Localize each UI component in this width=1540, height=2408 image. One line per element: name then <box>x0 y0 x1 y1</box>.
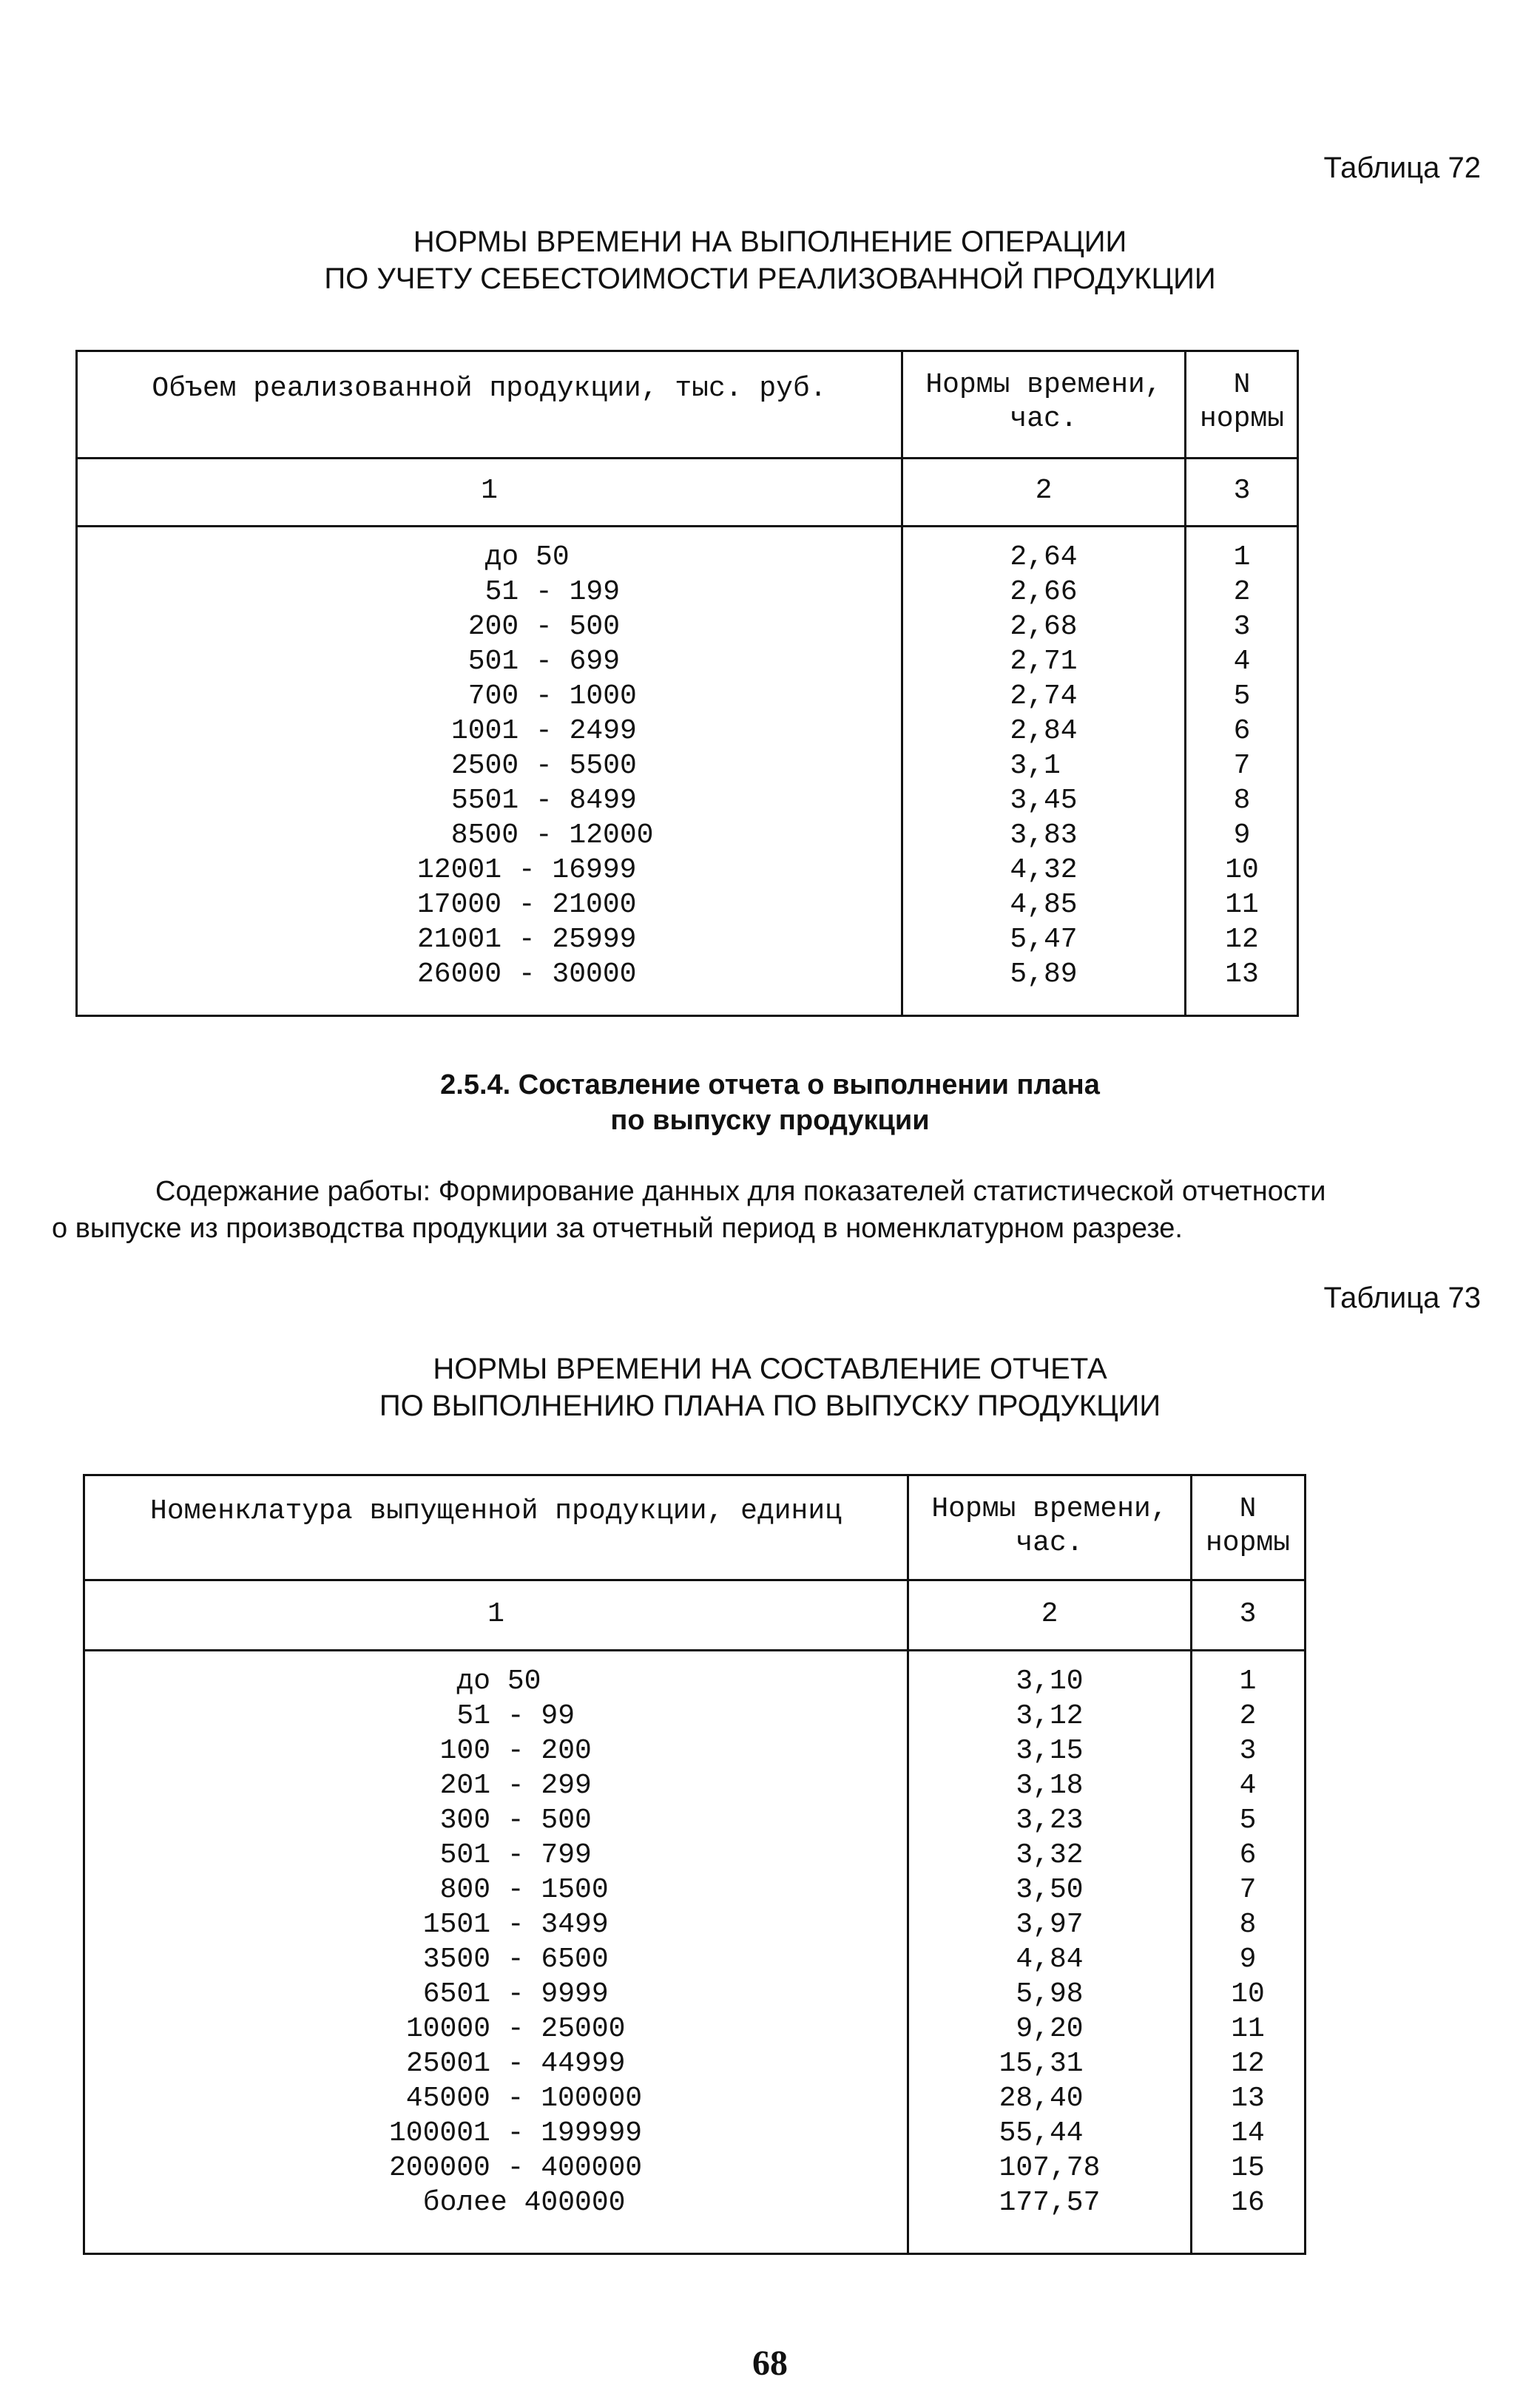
table-row: 45000 - 100000 <box>389 2083 727 2114</box>
table-cell-n: 7 <box>1233 750 1251 782</box>
table-72-header-n-line1: N <box>1233 369 1251 401</box>
table-cell-time: 3,32 <box>999 1839 1101 1871</box>
table-row: 8500 - 12000 <box>434 819 671 851</box>
table-row: 2500 - 5500 <box>451 750 688 782</box>
table-cell-n: 6 <box>1239 1839 1257 1871</box>
section-paragraph-line1: Содержание работы: Формирование данных для показателей статистической отчетности <box>155 1176 1326 1207</box>
table-cell-time: 5,89 <box>1010 958 1078 990</box>
table-row: 800 - 1500 <box>406 1874 744 1906</box>
table-cell-time: 2,84 <box>1010 715 1078 747</box>
section-paragraph-line2: о выпуске из производства продукции за отчетный период в номенклатурном разрезе. <box>52 1213 1183 1244</box>
table-73-header-time-line1: Нормы времени, <box>931 1493 1168 1525</box>
table-72-range-column <box>417 540 688 992</box>
table-73-title <box>0 1350 1540 1424</box>
table-72-header-time <box>903 368 1184 436</box>
table-72-title <box>0 223 1540 297</box>
table-row: до 50 <box>451 541 688 573</box>
table-row: 5501 - 8499 <box>451 785 688 816</box>
table-cell-n: 13 <box>1225 958 1259 990</box>
table-73-header-time <box>909 1492 1190 1560</box>
table-cell-n: 14 <box>1231 2117 1265 2149</box>
table-row: 26000 - 30000 <box>417 958 654 990</box>
table-cell-time: 3,10 <box>999 1665 1101 1697</box>
table-cell-n: 12 <box>1231 2048 1265 2080</box>
section-heading-line2: по выпуску продукции <box>610 1105 930 1136</box>
table-73-header-time-line2: час. <box>1016 1527 1084 1559</box>
table-cell-time: 9,20 <box>999 2013 1101 2045</box>
table-row: 300 - 500 <box>406 1805 744 1836</box>
table-73-title-line2: ПО ВЫПОЛНЕНИЮ ПЛАНА ПО ВЫПУСКУ ПРОДУКЦИИ <box>379 1390 1161 1422</box>
table-73-title-line1: НОРМЫ ВРЕМЕНИ НА СОСТАВЛЕНИЕ ОТЧЕТА <box>433 1353 1107 1385</box>
table-row: 100 - 200 <box>406 1735 744 1767</box>
table-73-header-n-line1: N <box>1239 1493 1257 1525</box>
table-73-n-column <box>1192 1664 1303 2220</box>
table-72-header-volume: Объем реализованной продукции, тыс. руб. <box>152 373 827 405</box>
table-row: 3500 - 6500 <box>406 1944 744 1975</box>
table-cell-n: 7 <box>1239 1874 1257 1906</box>
table-row: 6501 - 9999 <box>406 1978 744 2010</box>
table-row: 200 - 500 <box>451 611 688 643</box>
table-cell-n: 3 <box>1233 611 1251 643</box>
table-72-header-time-line2: час. <box>1010 403 1078 435</box>
table-row: 1001 - 2499 <box>451 715 688 747</box>
table-cell-n: 8 <box>1239 1909 1257 1941</box>
table-cell-time: 107,78 <box>999 2152 1101 2184</box>
table-cell-time: 3,12 <box>999 1700 1101 1732</box>
table-cell-n: 15 <box>1231 2152 1265 2184</box>
table-cell-time: 5,47 <box>1010 924 1078 956</box>
table-cell-n: 4 <box>1233 646 1251 677</box>
table-73-label: Таблица 73 <box>1323 1282 1481 1314</box>
table-72 <box>75 350 1299 1017</box>
table-cell-n: 9 <box>1233 819 1251 851</box>
table-cell-time: 4,85 <box>1010 889 1078 921</box>
table-row: 10000 - 25000 <box>406 2013 744 2045</box>
table-cell-time: 177,57 <box>999 2187 1101 2219</box>
table-cell-n: 10 <box>1231 1978 1265 2010</box>
table-cell-time: 3,15 <box>999 1735 1101 1767</box>
table-cell-time: 15,31 <box>999 2048 1101 2080</box>
table-72-header-n-line2: нормы <box>1199 403 1285 435</box>
table-row: 21001 - 25999 <box>417 924 654 956</box>
table-cell-n: 2 <box>1239 1700 1257 1732</box>
table-73 <box>83 1474 1306 2255</box>
table-73-colnum-2: 2 <box>1041 1598 1058 1630</box>
table-73-header-n <box>1192 1492 1303 1560</box>
table-73-header-n-line2: нормы <box>1205 1527 1291 1559</box>
table-cell-time: 3,1 <box>1010 750 1078 782</box>
table-cell-time: 28,40 <box>999 2083 1101 2114</box>
section-paragraph <box>52 1173 1494 1247</box>
table-cell-time: 3,18 <box>999 1770 1101 1802</box>
table-72-n-column <box>1186 540 1297 992</box>
table-73-range-column <box>389 1664 744 2220</box>
table-cell-time: 2,68 <box>1010 611 1078 643</box>
table-cell-time: 55,44 <box>999 2117 1101 2149</box>
table-cell-time: 2,74 <box>1010 680 1078 712</box>
table-cell-time: 3,97 <box>999 1909 1101 1941</box>
table-cell-time: 2,71 <box>1010 646 1078 677</box>
table-72-colnum-3: 3 <box>1233 475 1251 507</box>
table-cell-time: 2,64 <box>1010 541 1078 573</box>
table-72-time-column <box>903 540 1184 992</box>
section-heading <box>0 1067 1540 1138</box>
table-72-label: Таблица 72 <box>1323 152 1481 184</box>
table-cell-n: 2 <box>1233 576 1251 608</box>
table-cell-time: 5,98 <box>999 1978 1101 2010</box>
table-73-colnum-3: 3 <box>1239 1598 1257 1630</box>
table-row: 1501 - 3499 <box>406 1909 744 1941</box>
table-row: 100001 - 199999 <box>389 2117 727 2149</box>
table-73-colnum-1: 1 <box>487 1598 504 1630</box>
table-72-colnum-2: 2 <box>1035 475 1053 507</box>
table-cell-time: 2,66 <box>1010 576 1078 608</box>
table-cell-n: 11 <box>1231 2013 1265 2045</box>
table-cell-n: 12 <box>1225 924 1259 956</box>
table-cell-n: 10 <box>1225 854 1259 886</box>
table-72-colnum-1: 1 <box>481 475 498 507</box>
table-cell-time: 4,32 <box>1010 854 1078 886</box>
table-72-title-line2: ПО УЧЕТУ СЕБЕСТОИМОСТИ РЕАЛИЗОВАННОЙ ПРОДУКЦИИ <box>324 263 1216 295</box>
table-cell-time: 4,84 <box>999 1944 1101 1975</box>
table-row: 25001 - 44999 <box>406 2048 744 2080</box>
table-row: 501 - 699 <box>451 646 688 677</box>
table-cell-time: 3,45 <box>1010 785 1078 816</box>
table-cell-n: 5 <box>1239 1805 1257 1836</box>
table-cell-time: 3,23 <box>999 1805 1101 1836</box>
table-cell-n: 3 <box>1239 1735 1257 1767</box>
table-72-header-time-line1: Нормы времени, <box>925 369 1162 401</box>
table-cell-time: 3,83 <box>1010 819 1078 851</box>
table-73-time-column <box>909 1664 1190 2220</box>
table-cell-n: 1 <box>1239 1665 1257 1697</box>
table-row: 51 - 99 <box>406 1700 744 1732</box>
table-cell-n: 1 <box>1233 541 1251 573</box>
table-row: более 400000 <box>406 2187 744 2219</box>
table-row: до 50 <box>406 1665 744 1697</box>
table-72-title-line1: НОРМЫ ВРЕМЕНИ НА ВЫПОЛНЕНИЕ ОПЕРАЦИИ <box>413 226 1127 258</box>
table-73-header-nomenclature: Номенклатура выпущенной продукции, единиц <box>150 1495 842 1527</box>
table-row: 200000 - 400000 <box>389 2152 727 2184</box>
table-row: 51 - 199 <box>451 576 688 608</box>
table-row: 501 - 799 <box>406 1839 744 1871</box>
table-cell-n: 4 <box>1239 1770 1257 1802</box>
page-number: 68 <box>752 2344 788 2383</box>
table-cell-time: 3,50 <box>999 1874 1101 1906</box>
table-row: 700 - 1000 <box>451 680 688 712</box>
table-cell-n: 8 <box>1233 785 1251 816</box>
section-heading-line1: 2.5.4. Составление отчета о выполнении плана <box>440 1069 1100 1100</box>
table-cell-n: 9 <box>1239 1944 1257 1975</box>
table-cell-n: 16 <box>1231 2187 1265 2219</box>
table-cell-n: 6 <box>1233 715 1251 747</box>
table-row: 12001 - 16999 <box>417 854 654 886</box>
table-row: 201 - 299 <box>406 1770 744 1802</box>
table-cell-n: 13 <box>1231 2083 1265 2114</box>
table-row: 17000 - 21000 <box>417 889 654 921</box>
table-cell-n: 5 <box>1233 680 1251 712</box>
table-cell-n: 11 <box>1225 889 1259 921</box>
table-72-header-n <box>1186 368 1297 436</box>
